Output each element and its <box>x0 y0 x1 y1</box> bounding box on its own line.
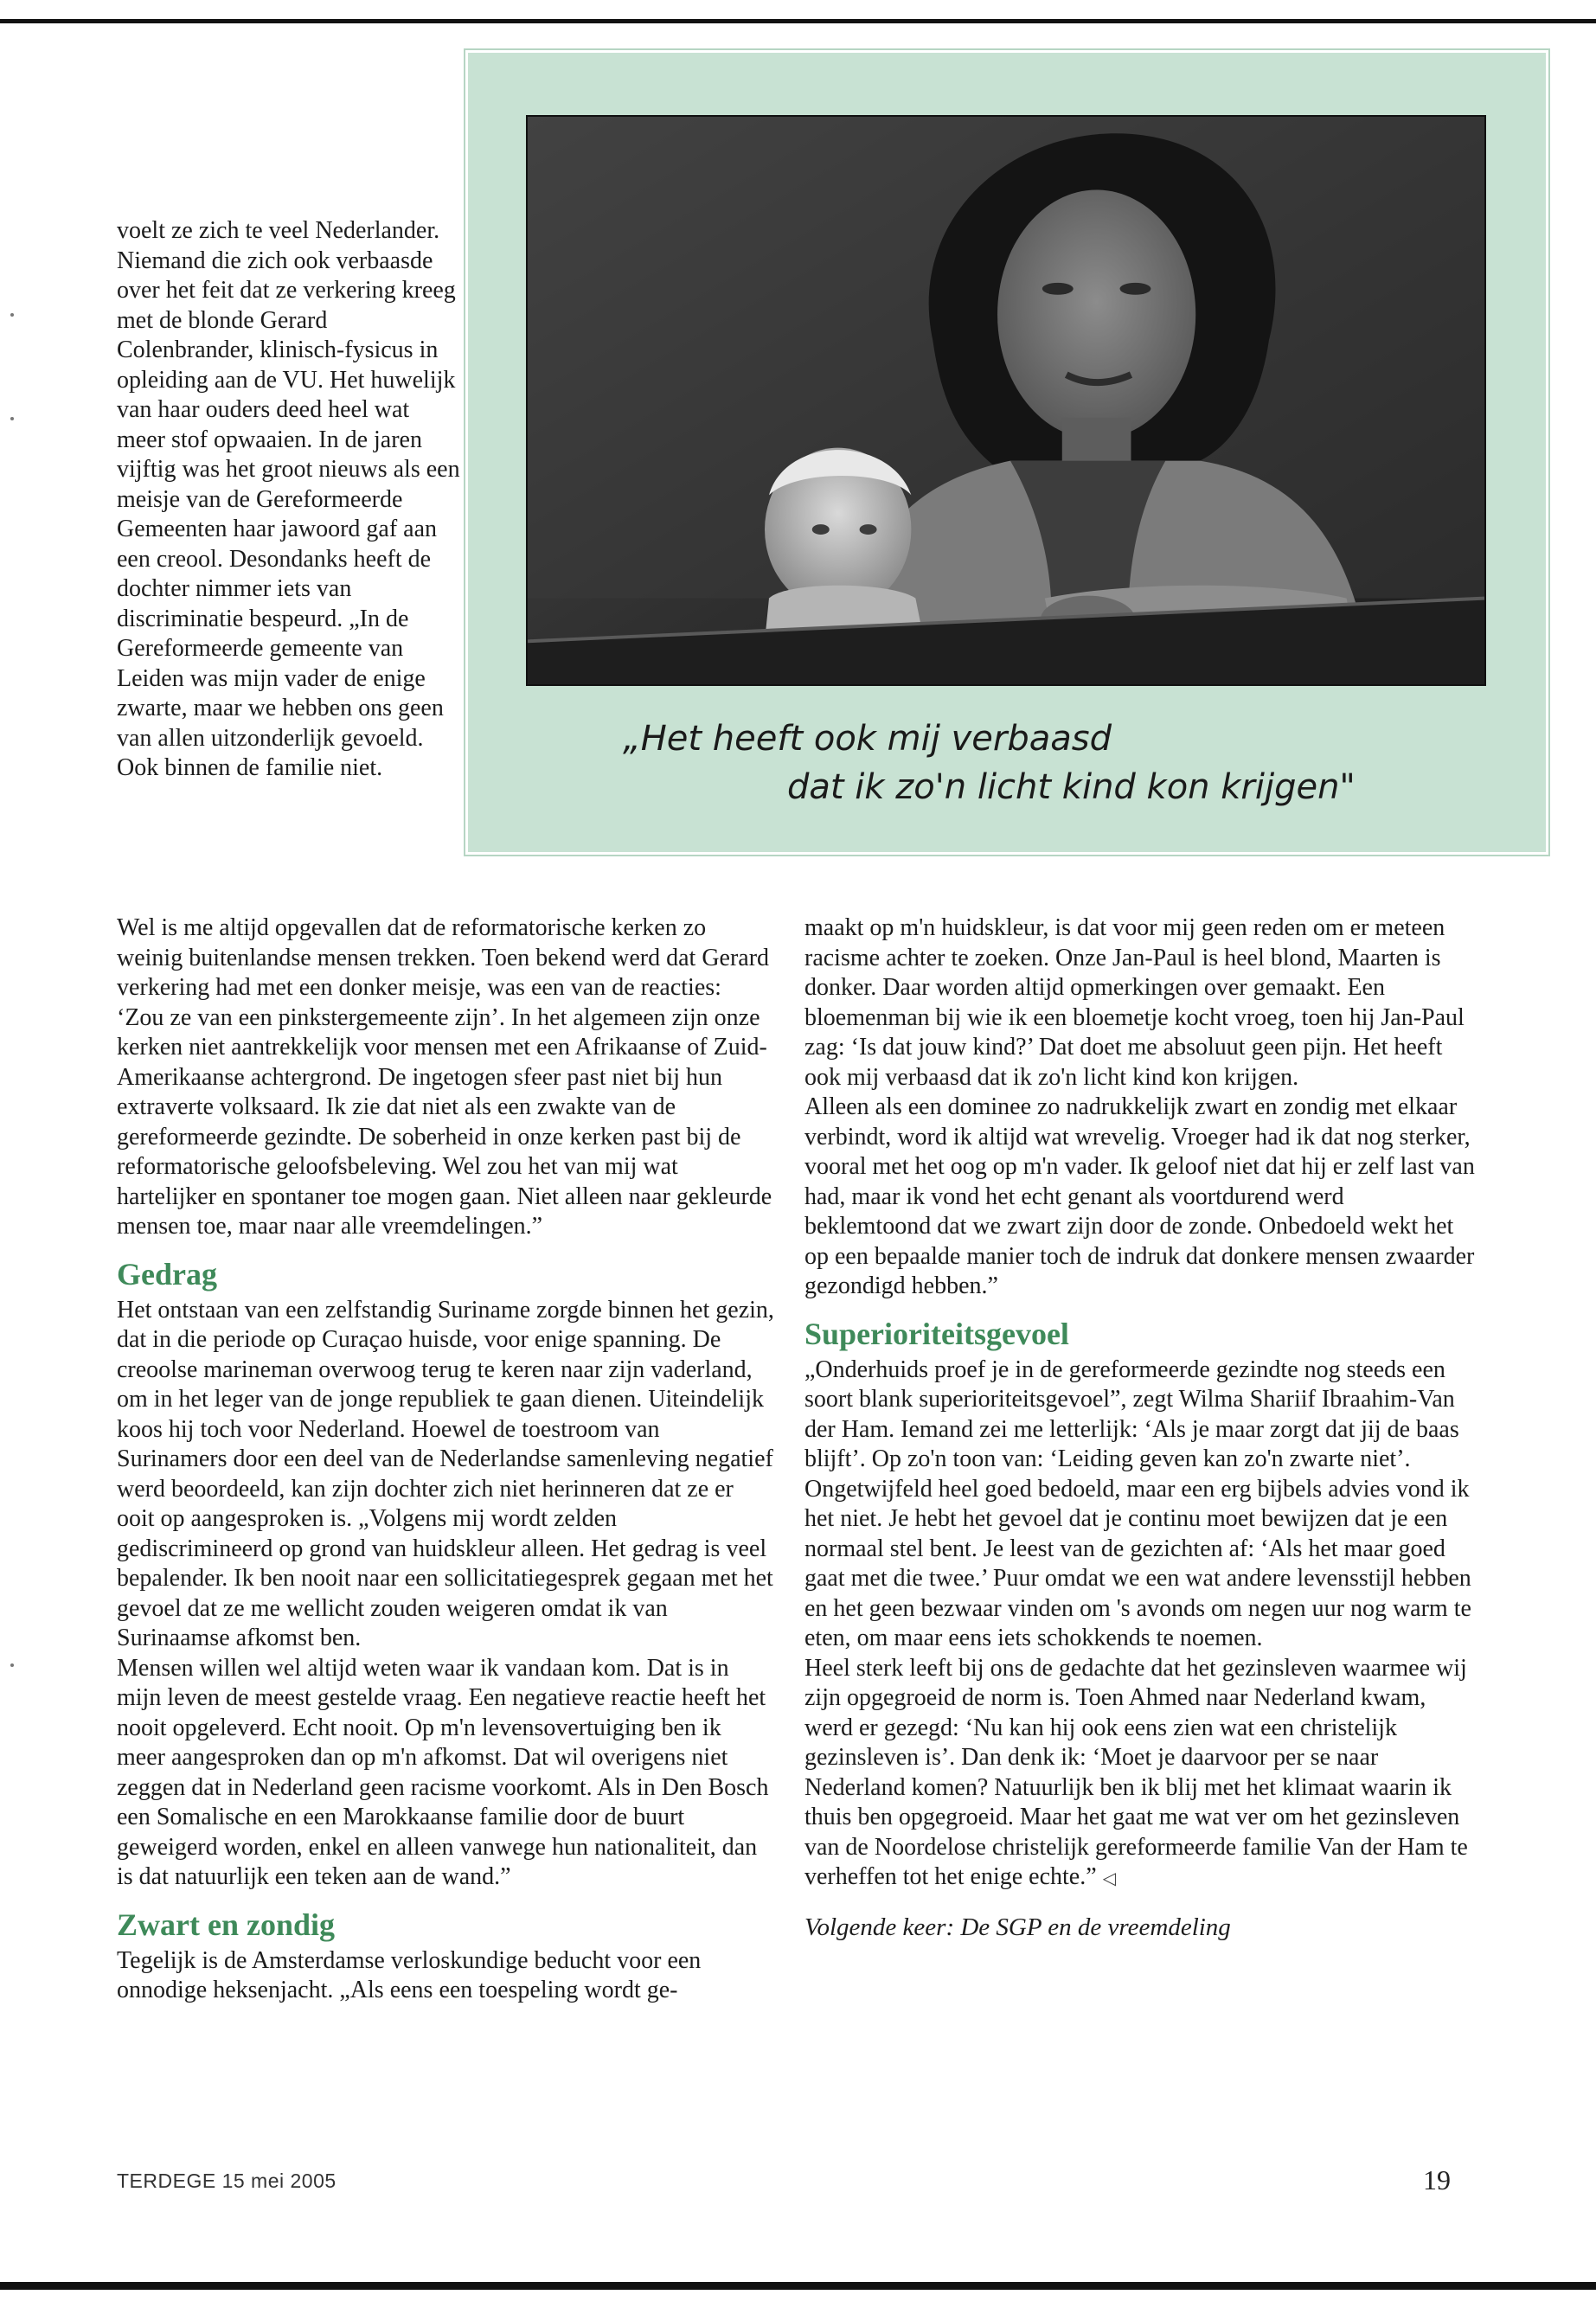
paragraph: Het ontstaan van een zelfstandig Suriname zorgde binnen het gezin, dat in die periode op Curaçao huisde, voor enige spanning. De creoolse marineman overwoog terug te keren naar zijn vaderland, om in het leger van de jonge republiek te gaan dienen. Uiteindelijk koos hij toch voor Nederland. Hoewel de toestroom van Surinamers door een deel van de Nederlandse samenleving negatief werd beoordeeld, kan zijn dochter zich niet herinneren dat ze er ooit op aangesproken is. „Volgens mij wordt zelden gediscrimineerd op grond van huidskleur alleen. Het gedrag is veel bepalender. Ik ben nooit naar een sollicitatiegesprek gegaan met het gevoel dat ze me wellicht zouden weigeren omdat ik van Surinaamse afkomst ben. <box>117 1296 774 1651</box>
scan-dot <box>10 417 14 420</box>
pull-quote-line-2: dat ik zo'n licht kind kon krijgen" <box>787 767 1356 807</box>
paragraph: Tegelijk is de Amsterdamse verloskundige beducht voor een onnodige heksenjacht. „Als eens een toespeling wordt ge- <box>117 1946 702 2003</box>
scan-dot <box>10 1663 14 1667</box>
pull-quote-line-1: „Het heeft ook mij verbaasd <box>623 719 1112 759</box>
bottom-rule <box>0 2282 1596 2290</box>
right-column <box>804 913 1475 1942</box>
next-installment: Volgende keer: De SGP en de vreemdeling <box>804 1913 1231 1941</box>
paragraph: maakt op m'n huidskleur, is dat voor mij geen reden om er meteen racisme achter te zoeken. Onze Jan-Paul is heel blond, Maarten is donker. Daar worden altijd opmerkingen over gemaakt. Een bloemenman bij wie ik een bloemetje kocht vroeg, toen hij Jan-Paul zag: ‘Is dat jouw kind?’ Dat doet me absoluut geen pijn. Het heeft ook mij verbaasd dat ik zo'n licht kind kon krijgen. <box>804 914 1465 1091</box>
heading-superioriteitsgevoel: Superioriteitsgevoel <box>804 1316 1069 1351</box>
paragraph: Alleen als een dominee zo nadrukkelijk zwart en zondig met elkaar verbindt, word ik altijd wat wrevelig. Vroeger had ik dat nog sterker, vooral met het oog op m'n vader. Ik geloof niet dat hij er zelf last van had, maar ik vond het echt genant als voortdurend werd beklemtoond dat we zwart zijn door de zonde. Onbedoeld wekt het op een bepaalde manier toch de indruk dat donkere mensen zwaarder gezondigd hebben.” <box>804 1093 1475 1299</box>
paragraph <box>804 1654 1475 1894</box>
page-number: 19 <box>1423 2164 1451 2195</box>
heading-gedrag: Gedrag <box>117 1256 217 1292</box>
paragraph: „Onderhuids proef je in de gereformeerde gezindte nog steeds een soort blank superioriteitsgevoel”, zegt Wilma Shariif Ibraahim-Van der Ham. Iemand zei me letterlijk: ‘Als je maar zorgt dat jij de baas blijft’. Op zo'n toon van: ‘Leiding geven kan zo'n zwarte niet’. Ongetwijfeld heel goed bedoeld, maar een erg bijbels advies vond ik het niet. Je hebt het gevoel dat je continu moet bewijzen dat je een normaal stel bent. Je leest van de gezichten af: ‘Als het maar goed gaat met die twee.’ Puur omdat we een wat andere levensstijl hebben en het geen bezwaar vinden om 's avonds om negen uur nog warm te eten, om maar eens iets schokkends te noemen. <box>804 1356 1471 1651</box>
end-mark-icon: ◁ <box>1102 1868 1117 1888</box>
heading-zwart-en-zondig: Zwart en zondig <box>117 1907 335 1942</box>
paragraph: Mensen willen wel altijd weten waar ik vandaan kom. Dat is in mijn leven de meest gestelde vraag. Een negatieve reactie heeft het nooit opgeleverd. Echt nooit. Op m'n levensovertuiging ben ik meer aangesproken dan op m'n afkomst. Dat wil overigens niet zeggen dat in Nederland geen racisme voorkomt. Als in Den Bosch een Somalische en een Marokkaanse familie door de buurt geweigerd worden, enkel en alleen vanwege hun nationaliteit, dan is dat natuurlijk een teken aan de wand.” <box>117 1654 769 1890</box>
pull-quote <box>519 715 1384 811</box>
paragraph: Wel is me altijd opgevallen dat de reformatorische kerken zo weinig buitenlandse mensen trekken. Toen bekend werd dat Gerard verkering had met een donker meisje, was een van de reacties: ‘Zou ze van een pinkstergemeente zijn’. In het algemeen zijn onze kerken niet aantrekkelijk voor mensen met een Afrikaanse of Zuid-Amerikaanse achtergrond. De ingetogen sfeer past niet bij hun extraverte volksaard. Ik zie dat niet als een zwakte van de gereformeerde gezindte. De soberheid in onze kerken past bij de reformatorische geloofsbeleving. Wel zou het van mij wat hartelijker en spontaner toe mogen gaan. Niet alleen naar gekleurde mensen toe, maar naar alle vreemdelingen.” <box>117 914 772 1240</box>
footer-publication: TERDEGE 15 mei 2005 <box>117 2170 337 2192</box>
top-rule <box>0 19 1596 23</box>
intro-column <box>117 216 463 784</box>
scan-dot <box>10 313 14 317</box>
intro-paragraph: voelt ze zich te veel Nederlander. Niemand die zich ook verbaasde over het feit dat ze verkering kreeg met de blonde Gerard Colenbrander, klinisch-fysicus in opleiding aan de VU. Het huwelijk van haar ouders deed heel wat meer stof opwaaien. In de jaren vijftig was het groot nieuws als een meisje van de Gereformeerde Gemeenten haar jawoord gaf aan een creool. Desondanks heeft de dochter nimmer iets van discriminatie bespeurd. „In de Gereformeerde gemeente van Leiden was mijn vader de enige zwarte, maar we hebben ons geen van allen uitzonderlijk gevoeld. Ook binnen de familie niet. <box>117 217 460 781</box>
photo-mother-and-child <box>526 115 1486 686</box>
paragraph-text: Heel sterk leeft bij ons de gedachte dat het gezinsleven waarmee wij zijn opgegroeid de norm is. Toen Ahmed naar Nederland kwam, werd er gezegd: ‘Nu kan hij ook eens zien wat een christelijk gezinsleven is’. Dan denk ik: ‘Moet je daarvoor per se naar Nederland komen? Natuurlijk ben ik blij met het klimaat waarin ik thuis ben opgegroeid. Maar het gaat me wat ver om het gezinsleven van de Noordelose christelijk gereformeerde familie Van der Ham te verheffen tot het enige echte.” <box>804 1654 1468 1890</box>
left-column-upper <box>117 913 774 2006</box>
